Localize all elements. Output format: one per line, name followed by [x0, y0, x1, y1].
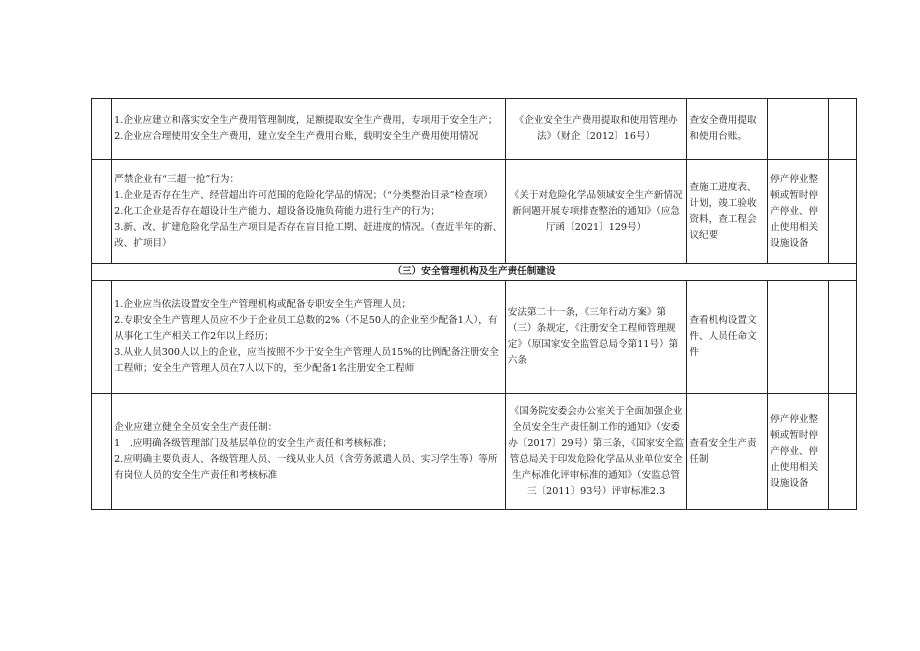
requirement-line: 1 .应明确各级管理部门及基层单位的安全生产责任和考核标准； [114, 437, 392, 449]
requirement-line: 1.企业应当依法设置安全生产管理机构或配备专职安全生产管理人员； [114, 299, 412, 310]
blank-cell [828, 281, 856, 394]
method-cell: 查看安全生产责任制 [687, 394, 768, 510]
table-row [92, 99, 857, 160]
requirement-cell [112, 160, 506, 264]
section-title: （三）安全管理机构及生产责任制建设 [92, 264, 857, 281]
requirement-line: 2.企业应合理使用安全生产费用，建立安全生产费用台账，载明安全生产费用使用情况 [114, 131, 479, 142]
table-row [92, 394, 857, 510]
blank-cell [828, 394, 856, 510]
requirement-line: 3.新、改、扩建危险化学品生产项目是否存在盲目抢工期、赶进度的情况。（查近半年的新、改、扩项目） [114, 221, 503, 249]
method-cell: 查安全费用提取和使用台账。 [687, 99, 768, 160]
blank-cell [828, 160, 856, 264]
punishment-cell: 停产停业整顿或暂时停产停业、停止使用相关设施设备 [768, 394, 829, 510]
requirement-cell [112, 394, 506, 510]
table-row [92, 281, 857, 394]
requirement-line: 严禁企业有“三超一抢”行为： [114, 173, 240, 185]
requirement-line: 3.从业人员300人以上的企业，应当按照不少于安全生产管理人员15%的比例配备注册安全工程师；安全生产管理人员在7人以下的，至少配备1名注册安全工程师 [114, 347, 499, 374]
basis-cell: 《国务院安委会办公室关于全面加强企业全员安全生产责任制工作的通知》（安委办〔2017〕29号）第三条，《国家安全监管总局关于印发危险化学品从业单位安全生产标准化评审标准的通知》（安监总管三〔2011〕93号）评审标准2.3 [505, 394, 687, 510]
requirement-line: 2.应明确主要负责人、各级管理人员、一线从业人员（含劳务派遣人员、实习学生等）等所有岗位人员的安全生产责任和考核标准 [114, 453, 498, 481]
seq-cell [92, 281, 112, 394]
seq-cell [92, 99, 112, 160]
requirement-line: 1.企业应建立和落实安全生产费用管理制度，足额提取安全生产费用，专项用于安全生产； [114, 115, 498, 126]
punishment-cell: 停产停业整顿或暂时停产停业、停止使用相关设施设备 [768, 160, 829, 264]
requirement-line: 1.企业是否存在生产、经营超出许可范围的危险化学品的情况；（“分类整治目录”检查项） [114, 189, 493, 201]
method-cell: 查施工进度表、计划，竣工验收资料，查工程会议纪要 [687, 160, 768, 264]
requirement-line: 2.专职安全生产管理人员应不少于企业员工总数的2%（不足50人的企业至少配备1人），有从事化工生产相关工作2年以上经历； [114, 315, 498, 342]
method-cell: 查看机构设置文件、人员任命文件 [687, 281, 768, 394]
requirement-line: 企业应建立健全全员安全生产责任制： [114, 421, 278, 433]
table-row [92, 160, 857, 264]
basis-cell: 《企业安全生产费用提取和使用管理办法》（财企〔2012〕16号） [505, 99, 687, 160]
seq-cell [92, 160, 112, 264]
basis-cell: 《关于对危险化学品领域安全生产新情况新问题开展专项排查整治的通知》（应急厅函〔2021〕129号） [505, 160, 687, 264]
requirement-line: 2.化工企业是否存在超设计生产能力、超设备设施负荷能力进行生产的行为； [114, 205, 440, 217]
section-row [92, 264, 857, 281]
blank-cell [828, 99, 856, 160]
inspection-table [91, 98, 857, 510]
seq-cell [92, 394, 112, 510]
requirement-cell [112, 99, 506, 160]
punishment-cell [768, 281, 829, 394]
requirement-cell [112, 281, 506, 394]
punishment-cell [768, 99, 829, 160]
basis-cell: 安法第二十一条，《三年行动方案》第（三）条规定，《注册安全工程师管理规定》（原国家安全监管总局令第11号）第六条 [505, 281, 687, 394]
